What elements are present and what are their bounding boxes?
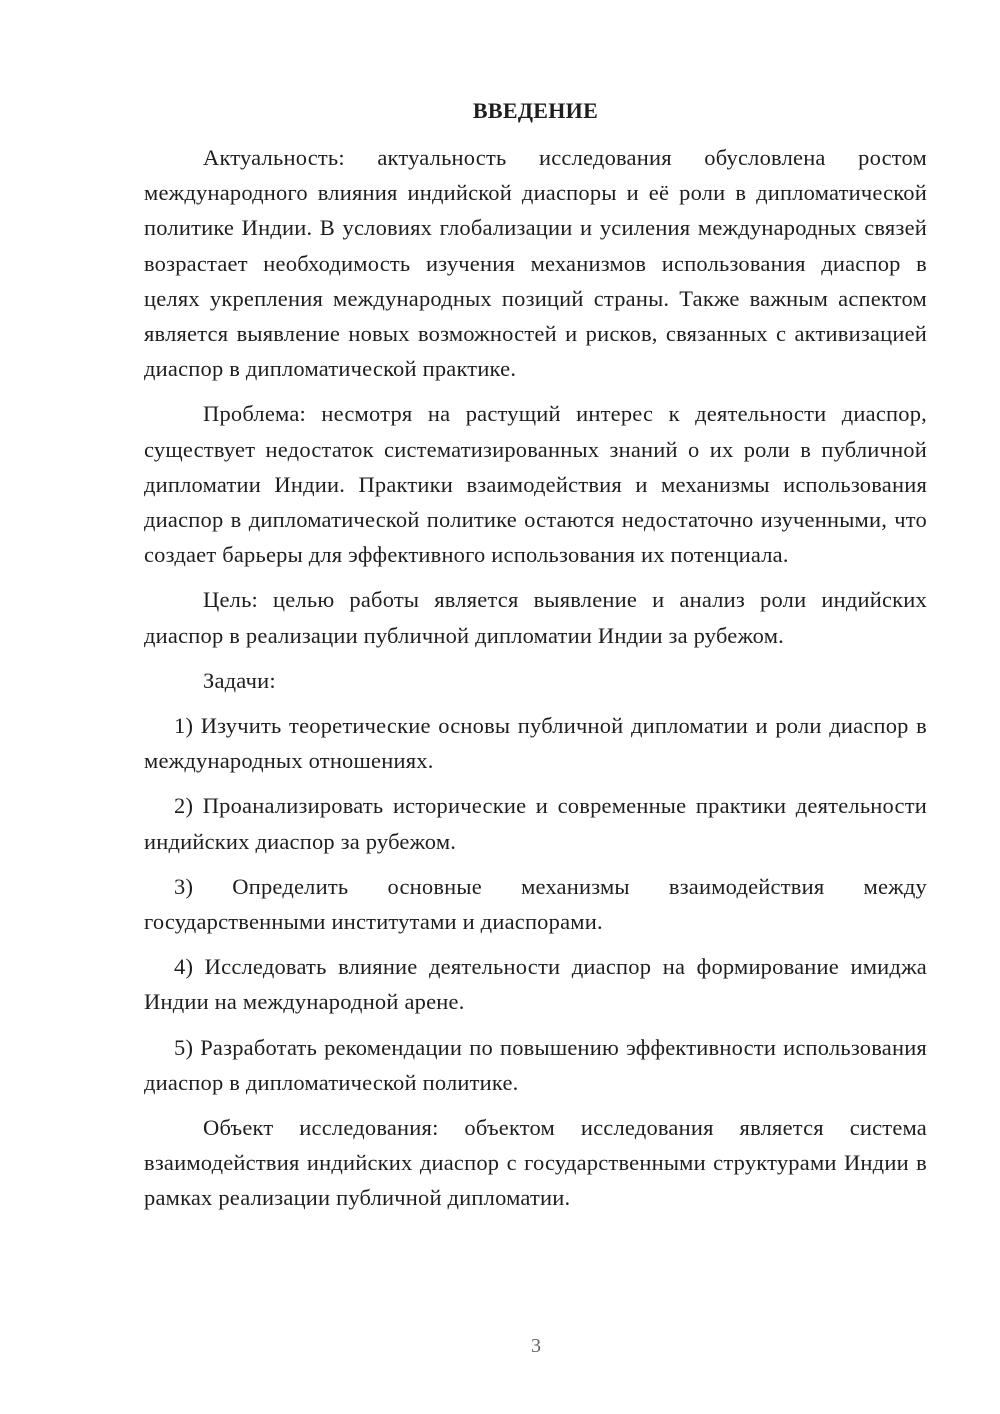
page-number: 3 <box>531 1335 541 1357</box>
task-item-1: 1) Изучить теоретические основы публичной дипломатии и роли диаспор в международных отношениях. <box>144 713 927 774</box>
goal-paragraph: Цель: целью работы является выявление и анализ роли индийских диаспор в реализации публичной дипломатии Индии за рубежом. <box>144 587 927 648</box>
tasks-list <box>144 708 927 1100</box>
problem-paragraph: Проблема: несмотря на растущий интерес к деятельности диаспор, существует недостаток систематизированных знаний о их роли в публичной дипломатии Индии. Практики взаимодействия и механизмы использования диаспор в дипломатической политике остаются недостаточно изученными, что создает барьеры для эффективного использования их потенциала. <box>144 401 927 568</box>
task-item-5: 5) Разработать рекомендации по повышению эффективности использования диаспор в дипломатической политике. <box>144 1034 927 1095</box>
task-item-2: 2) Проанализировать исторические и современные практики деятельности индийских диаспор за рубежом. <box>144 793 927 854</box>
page-title: ВВЕДЕНИЕ <box>472 98 599 123</box>
task-item-4: 4) Исследовать влияние деятельности диаспор на формирование имиджа Индии на международной арене. <box>144 954 927 1015</box>
tasks-heading: Задачи: <box>203 667 276 693</box>
page-body <box>144 94 927 1226</box>
task-item-3: 3) Определить основные механизмы взаимодействия между государственными институтами и диаспорами. <box>144 873 927 935</box>
relevance-paragraph: Актуальность: актуальность исследования обусловлена ростом международного влияния индийской диаспоры и её роли в дипломатической политике Индии. В условиях глобализации и усиления международных связей возрастает необходимость изучения механизмов использования диаспор в целях укрепления международных позиций страны. Также важным аспектом является выявление новых возможностей и рисков, связанных с активизацией диаспор в дипломатической практике. <box>144 145 927 382</box>
object-paragraph: Объект исследования: объектом исследования является система взаимодействия индийских диаспор с государственными структурами Индии в рамках реализации публичной дипломатии. <box>144 1115 927 1211</box>
